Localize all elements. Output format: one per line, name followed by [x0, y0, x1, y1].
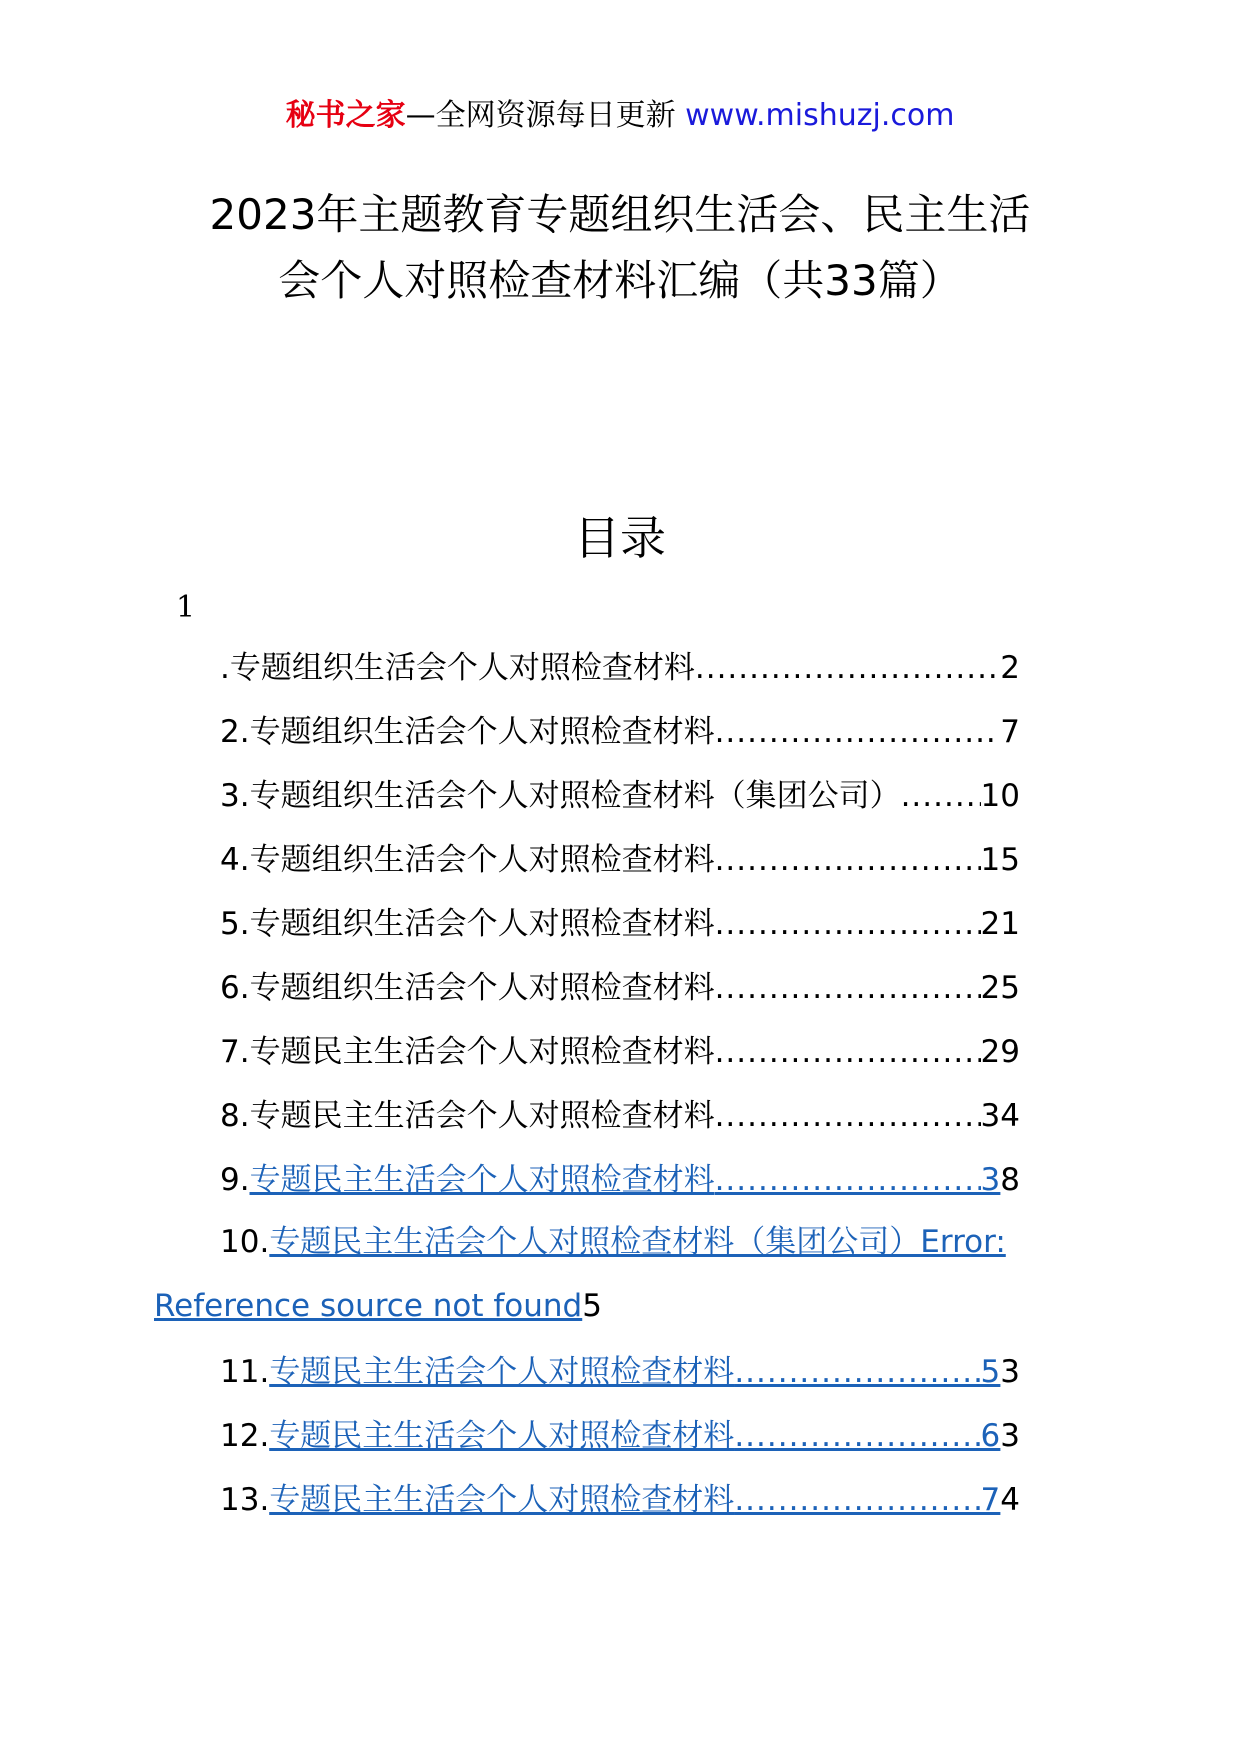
toc-leader-dots [715, 966, 981, 1010]
toc-entry-link[interactable]: 专题民主生活会个人对照检查材料（集团公司）Error: [269, 1224, 1006, 1260]
site-header [0, 96, 1240, 136]
site-url-link[interactable]: www.mishuzj.com [685, 98, 955, 133]
toc-entry-11[interactable] [220, 1350, 1020, 1394]
toc-entry-link[interactable] [269, 1350, 1000, 1394]
toc-leader-dots [715, 838, 981, 882]
toc-entry-page-link-part: 5 [980, 1354, 1001, 1390]
toc-entry-label: 专题组织生活会个人对照检查材料 [249, 906, 715, 942]
toc-entry-label: .专题组织生活会个人对照检查材料 [220, 650, 695, 686]
toc-entry-number: 9. [220, 1162, 250, 1198]
toc-entry-8[interactable] [220, 1094, 1020, 1138]
toc-entry-number: 5. [220, 906, 250, 942]
toc-entry-label: 专题组织生活会个人对照检查材料 [249, 970, 715, 1006]
toc-entry-page-tail: 3 [1000, 1354, 1020, 1390]
toc-entry-label: 专题组织生活会个人对照检查材料 [249, 842, 715, 878]
toc-leader-dots [734, 1350, 980, 1394]
toc-stray-number: 1 [176, 590, 196, 625]
toc-entry-number: 8. [220, 1098, 250, 1134]
toc-entry-number: 6. [220, 970, 250, 1006]
toc-entry-page: 21 [980, 906, 1020, 942]
toc-entry-3[interactable] [220, 774, 1020, 818]
toc-leader-dots [901, 774, 981, 818]
toc-leader-dots [715, 710, 1001, 754]
toc-leader-dots [734, 1478, 980, 1522]
toc-entry-label: 专题民主生活会个人对照检查材料 [269, 1482, 735, 1518]
toc-entry-page: 15 [980, 842, 1020, 878]
toc-entry-label: 专题组织生活会个人对照检查材料 [249, 714, 715, 750]
toc-entry-label: 专题组织生活会个人对照检查材料（集团公司） [249, 778, 901, 814]
toc-entry-page-link-part: 3 [980, 1162, 1001, 1198]
toc-entry-1[interactable] [220, 646, 1020, 690]
toc-entry-2[interactable] [220, 710, 1020, 754]
toc-entry-12[interactable] [220, 1414, 1020, 1458]
toc-entry-number: 4. [220, 842, 250, 878]
toc-entry-label: 专题民主生活会个人对照检查材料 [269, 1354, 735, 1390]
toc-entry-number: 13. [220, 1482, 270, 1518]
toc-entry-number: 11. [220, 1354, 270, 1390]
toc-entry-page-tail: 4 [1000, 1482, 1020, 1518]
toc-entry-label: 专题民主生活会个人对照检查材料 [249, 1034, 715, 1070]
toc-leader-dots [734, 1414, 980, 1458]
toc-entry-page-tail: 3 [1000, 1418, 1020, 1454]
toc-entry-label: 专题民主生活会个人对照检查材料 [249, 1162, 715, 1198]
toc-entry-link[interactable] [250, 1158, 1001, 1202]
brand-name: 秘书之家 [285, 98, 406, 133]
toc-entry-page-tail: 5 [582, 1288, 602, 1324]
toc-entry-13[interactable] [220, 1478, 1020, 1522]
document-title-line-2: 会个人对照检查材料汇编（共33篇） [278, 256, 962, 305]
toc-entry-page: 25 [980, 970, 1020, 1006]
toc-entry-number: 7. [220, 1034, 250, 1070]
toc-entry-4[interactable] [220, 838, 1020, 882]
toc-entry-number: 10. [220, 1224, 270, 1260]
toc-entry-7[interactable] [220, 1030, 1020, 1074]
toc-entry-page-link-part: 6 [980, 1418, 1001, 1454]
toc-leader-dots [715, 902, 981, 946]
toc-entry-page: 7 [1000, 714, 1020, 750]
document-title-line-1: 2023年主题教育专题组织生活会、民主生活 [209, 190, 1031, 239]
toc-entry-10[interactable] [154, 1210, 1084, 1338]
toc-entry-page-link-part: 7 [980, 1482, 1001, 1518]
toc-entry-9[interactable] [220, 1158, 1020, 1202]
toc-entry-5[interactable] [220, 902, 1020, 946]
toc-entry-number: 12. [220, 1418, 270, 1454]
toc-entry-link[interactable] [269, 1478, 1000, 1522]
toc-leader-dots [715, 1158, 981, 1202]
header-slogan: —全网资源每日更新 [405, 98, 676, 133]
toc-entry-page-tail: 8 [1000, 1162, 1020, 1198]
toc-entry-page: 10 [980, 778, 1020, 814]
toc-entry-label: 专题民主生活会个人对照检查材料 [269, 1418, 735, 1454]
toc-entry-number: 2. [220, 714, 250, 750]
toc-leader-dots [715, 1030, 981, 1074]
toc-reference-error-text[interactable]: Reference source not found [154, 1288, 583, 1324]
toc-entry-label: 专题民主生活会个人对照检查材料 [249, 1098, 715, 1134]
toc-entry-page: 2 [1000, 650, 1020, 686]
toc-entry-number: 3. [220, 778, 250, 814]
toc-leader-dots [695, 646, 1000, 690]
toc-entry-page: 29 [980, 1034, 1020, 1070]
toc-entry-link[interactable] [269, 1414, 1000, 1458]
toc-entry-page: 34 [980, 1098, 1020, 1134]
toc-entry-6[interactable] [220, 966, 1020, 1010]
toc-heading: 目录 [574, 511, 666, 565]
toc-leader-dots [715, 1094, 981, 1138]
